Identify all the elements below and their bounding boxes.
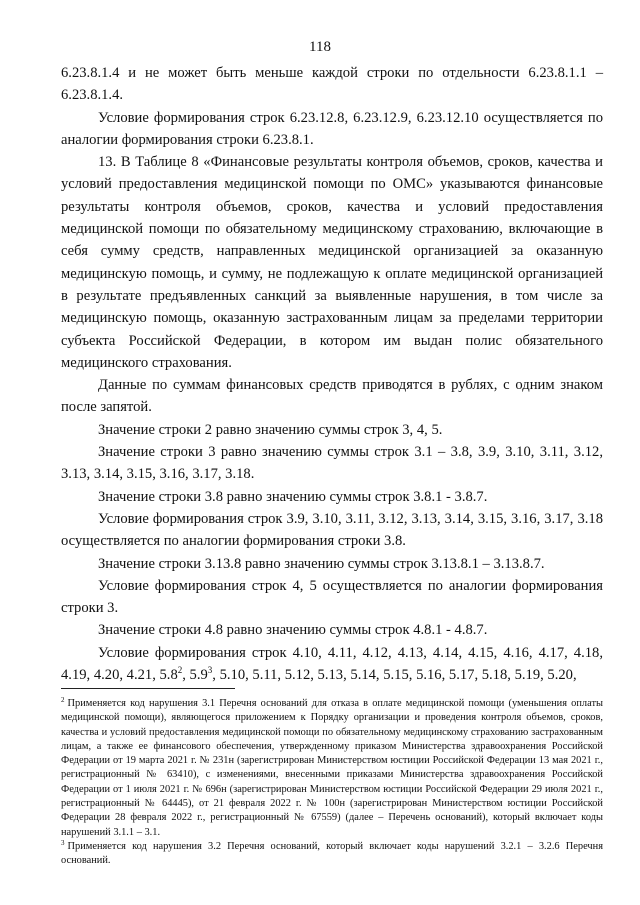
paragraph: Условие формирования строк 6.23.12.8, 6.23.12.9, 6.23.12.10 осуществляется по аналогии формирования строки 6.23.8.1. [61, 109, 603, 148]
paragraph: Значение строки 3.8 равно значению суммы строк 3.8.1 - 3.8.7. [98, 488, 488, 505]
paragraph: Значение строки 3.13.8 равно значению суммы строк 3.13.8.1 – 3.13.8.7. [98, 555, 545, 572]
footnote-mark: 2 [61, 695, 65, 704]
paragraph: Данные по суммам финансовых средств приводятся в рублях, с одним знаком после запятой. [61, 377, 603, 416]
paragraph: Значение строки 3 равно значению суммы строк 3.1 – 3.8, 3.9, 3.10, 3.11, 3.12, 3.13, 3.14, 3.15, 3.16, 3.17, 3.18. [61, 444, 603, 483]
footnote-text: Применяется код нарушения 3.2 Перечня оснований, который включает коды нарушений 3.2.1 – 3.2.6 Перечня оснований. [61, 840, 603, 867]
footnote-mark: 3 [61, 838, 65, 847]
footnote-ref[interactable]: 2 [177, 665, 183, 676]
paragraph: Значение строки 2 равно значению суммы строк 3, 4, 5. [98, 421, 443, 438]
paragraph-text: Условие формирования строк 4.10, 4.11, 4.12, 4.13, 4.14, 4.15, 4.16, 4.17, 4.18, 4.19, 4.20, 4.21, 5.8 [61, 644, 603, 684]
footnote [61, 840, 603, 869]
paragraph: Условие формирования строк 3.9, 3.10, 3.11, 3.12, 3.13, 3.14, 3.15, 3.16, 3.17, 3.18 осуществляется по аналогии формирования строки 3.8. [61, 510, 603, 550]
document-body [61, 62, 603, 686]
paragraph: Условие формирования строк 4, 5 осуществляется по аналогии формирования строки 3. [61, 577, 603, 617]
paragraph: 13. В Таблице 8 «Финансовые результаты контроля объемов, сроков, качества и условий предоставления медицинской помощи по ОМС» указываются финансовые результаты контроля объемов, сроков, качества и условий предоставления медицинской помощи по обязательному медицинскому страхованию, включающие в себя сумму средств, направленных медицинской организацией за оказанную медицинскую помощь, и сумму, не подлежащую к оплате медицинской организацией в результате предъявленных санкций за выявленные нарушения, в том числе за медицинскую помощь, оказанную застрахованным лицам за пределами территории субъекта Российской Федерации, в котором им выдан полис обязательного медицинского страхования. [61, 154, 603, 371]
paragraph-text: , 5.10, 5.11, 5.12, 5.13, 5.14, 5.15, 5.16, 5.17, 5.18, 5.19, 5.20, [212, 667, 577, 684]
footnotes [61, 697, 603, 869]
page-number: 118 [309, 39, 331, 55]
footnote-ref[interactable]: 3 [207, 665, 213, 676]
paragraph: Значение строки 4.8 равно значению суммы строк 4.8.1 - 4.8.7. [98, 622, 488, 639]
paragraph-with-footnote-refs [61, 642, 603, 687]
paragraph: 6.23.8.1.4 и не может быть меньше каждой строки по отдельности 6.23.8.1.1 – 6.23.8.1.4. [61, 65, 603, 104]
paragraph-text: , 5.9 [182, 667, 208, 684]
footnote-text: Применяется код нарушения 3.1 Перечня оснований для отказа в оплате медицинской помощи (уменьшения оплаты медицинской помощи), являющегося приложением к Порядку организации и проведения контроля объемов, сроков, качества и условий предоставления медицинской помощи по обязательному медицинскому страхованию застрахованным лицам, а также ее финансового обеспечения, утвержденному приказом Министерства здравоохранения Российской Федерации от 19 марта 2021 г. № 231н (зарегистрирован Министерством юстиции Российской Федерации 13 мая 2021 г., регистрационный № 63410), с изменениями, внесенными приказами Министерства здравоохранения Российской Федерации от 1 июля 2021 г. № 696н (зарегистрирован Министерством юстиции Российской Федерации 29 июля 2021 г., регистрационный № 64445), от 21 февраля 2022 г. № 100н (зарегистрирован Министерством юстиции Российской Федерации 28 февраля 2022 г., регистрационный № 67559) (далее – Перечень оснований), который включает коды нарушений 3.1.1 – 3.1. [61, 698, 603, 838]
footnote [61, 697, 603, 840]
footnote-divider [61, 688, 235, 689]
